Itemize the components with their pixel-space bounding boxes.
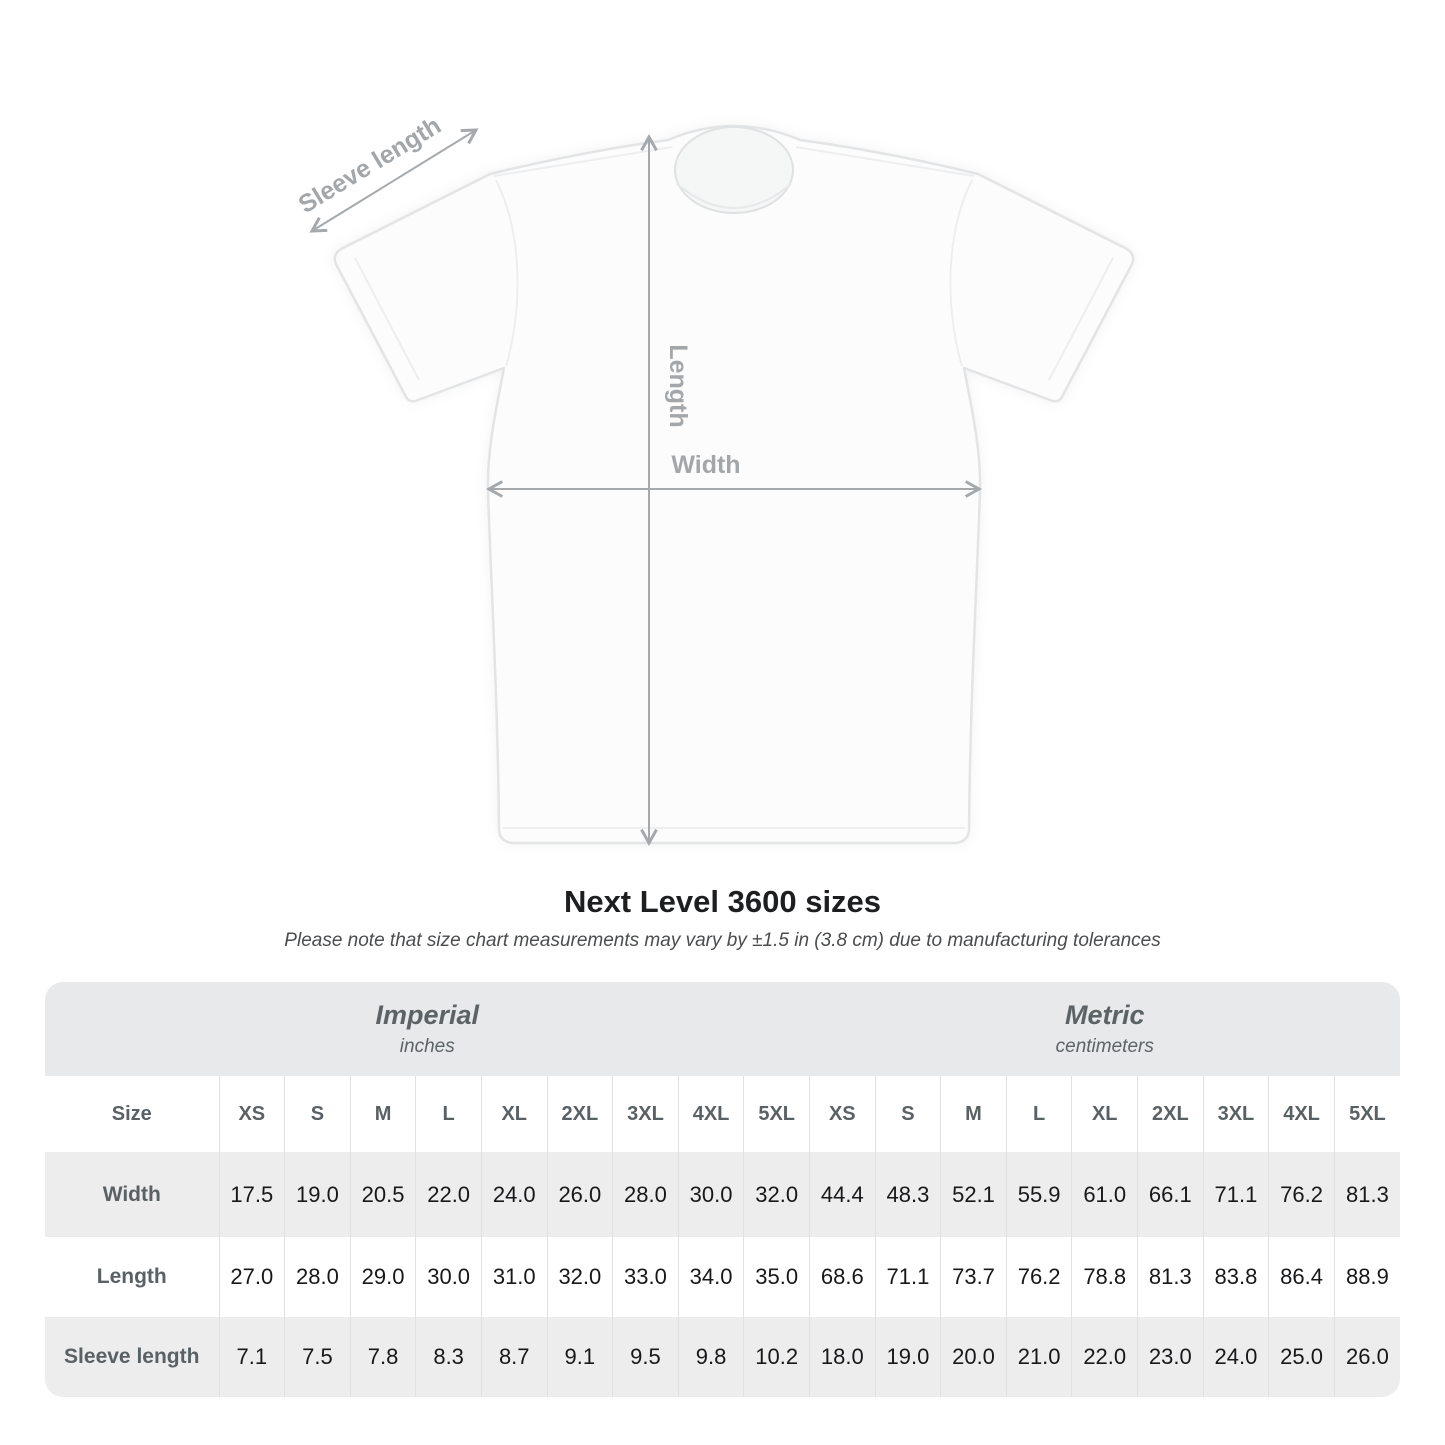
- table-cell: 21.0: [1006, 1317, 1072, 1397]
- page-title: Next Level 3600 sizes: [563, 884, 882, 919]
- table-cell: 28.0: [613, 1152, 679, 1237]
- tshirt-body: [335, 126, 1133, 843]
- tshirt-collar-opening: [675, 127, 793, 213]
- size-header-metric-m: M: [941, 1076, 1007, 1152]
- size-header-imperial-5xl: 5XL: [744, 1076, 810, 1152]
- table-cell: 55.9: [1006, 1152, 1072, 1237]
- size-header-imperial-xl: XL: [481, 1076, 547, 1152]
- size-header-imperial-m: M: [350, 1076, 416, 1152]
- table-cell: 9.8: [678, 1317, 744, 1397]
- size-header-metric-xl: XL: [1072, 1076, 1138, 1152]
- table-cell: 25.0: [1269, 1317, 1335, 1397]
- table-cell: 7.8: [350, 1317, 416, 1397]
- size-header-metric-3xl: 3XL: [1203, 1076, 1269, 1152]
- row-label-length: Length: [96, 1265, 167, 1288]
- table-cell: 30.0: [678, 1152, 744, 1237]
- table-cell: 22.0: [1072, 1317, 1138, 1397]
- table-row-width: [45, 1152, 1400, 1237]
- size-table: [45, 982, 1400, 1397]
- table-cell: 35.0: [744, 1237, 810, 1317]
- table-cell: 88.9: [1334, 1237, 1400, 1317]
- table-cell: 71.1: [1203, 1152, 1269, 1237]
- size-header-metric-4xl: 4XL: [1269, 1076, 1335, 1152]
- sleeve-length-label: Sleeve length: [293, 111, 446, 219]
- metric-unit: centimeters: [1055, 1036, 1154, 1057]
- table-cell: 9.5: [613, 1317, 679, 1397]
- size-header-imperial-s: S: [285, 1076, 351, 1152]
- table-cell: 76.2: [1269, 1152, 1335, 1237]
- table-cell: 26.0: [547, 1152, 613, 1237]
- table-cell: 17.5: [219, 1152, 285, 1237]
- table-cell: 34.0: [678, 1237, 744, 1317]
- table-cell: 19.0: [875, 1317, 941, 1397]
- size-header-imperial-xs: XS: [219, 1076, 285, 1152]
- table-cell: 83.8: [1203, 1237, 1269, 1317]
- row-label-width: Width: [45, 1152, 219, 1237]
- table-cell: 52.1: [941, 1152, 1007, 1237]
- size-header-row: [45, 1076, 1400, 1152]
- table-cell: 66.1: [1138, 1152, 1204, 1237]
- table-cell: 24.0: [481, 1152, 547, 1237]
- row-label-sleeve-length: Sleeve length: [45, 1317, 219, 1397]
- table-cell: 29.0: [350, 1237, 416, 1317]
- size-header-imperial-2xl: 2XL: [547, 1076, 613, 1152]
- table-cell: 8.3: [416, 1317, 482, 1397]
- table-cell: 30.0: [416, 1237, 482, 1317]
- table-cell: 73.7: [941, 1237, 1007, 1317]
- table-cell: 23.0: [1138, 1317, 1204, 1397]
- table-cell: 78.8: [1072, 1237, 1138, 1317]
- size-header-imperial-3xl: 3XL: [613, 1076, 679, 1152]
- size-column-header: Size: [45, 1076, 219, 1152]
- width-label: Width: [671, 451, 741, 479]
- table-cell: 71.1: [875, 1237, 941, 1317]
- table-cell: 68.6: [809, 1237, 875, 1317]
- imperial-section-header: [45, 982, 809, 1076]
- table-row-length: [45, 1237, 1400, 1317]
- size-header-metric-s: S: [875, 1076, 941, 1152]
- table-cell: 32.0: [547, 1237, 613, 1317]
- size-header-metric-2xl: 2XL: [1138, 1076, 1204, 1152]
- tshirt-graphic: [335, 126, 1133, 843]
- imperial-unit: inches: [399, 1036, 455, 1057]
- table-cell: 7.1: [219, 1317, 285, 1397]
- table-cell: 76.2: [1006, 1237, 1072, 1317]
- metric-title: Metric: [1064, 1000, 1145, 1030]
- table-cell: 28.0: [285, 1237, 351, 1317]
- table-cell: 10.2: [744, 1317, 810, 1397]
- tolerance-note: Please note that size chart measurements may vary by ±1.5 in (3.8 cm) due to manufacturing tolerances: [284, 930, 1161, 951]
- table-cell: 86.4: [1269, 1237, 1335, 1317]
- table-cell: 32.0: [744, 1152, 810, 1237]
- table-cell: 7.5: [285, 1317, 351, 1397]
- imperial-title: Imperial: [375, 1000, 480, 1030]
- table-cell: 8.7: [481, 1317, 547, 1397]
- table-cell: 44.4: [809, 1152, 875, 1237]
- table-cell: 81.3: [1334, 1152, 1400, 1237]
- table-cell: 24.0: [1203, 1317, 1269, 1397]
- table-cell: 33.0: [613, 1237, 679, 1317]
- metric-section-header: [809, 982, 1400, 1076]
- size-header-metric-5xl: 5XL: [1334, 1076, 1400, 1152]
- size-header-metric-l: L: [1006, 1076, 1072, 1152]
- size-header-imperial-l: L: [416, 1076, 482, 1152]
- unit-header-row: [45, 982, 1400, 1076]
- table-cell: 81.3: [1138, 1237, 1204, 1317]
- table-cell: 18.0: [809, 1317, 875, 1397]
- table-cell: 9.1: [547, 1317, 613, 1397]
- table-cell: 19.0: [285, 1152, 351, 1237]
- table-cell: 27.0: [219, 1237, 285, 1317]
- table-cell: 22.0: [416, 1152, 482, 1237]
- table-cell: 20.0: [941, 1317, 1007, 1397]
- table-row-sleeve-length: [45, 1317, 1400, 1397]
- table-cell: 31.0: [481, 1237, 547, 1317]
- size-header-imperial-4xl: 4XL: [678, 1076, 744, 1152]
- size-header-metric-xs: XS: [809, 1076, 875, 1152]
- size-chart: [45, 982, 1400, 1397]
- table-cell: 61.0: [1072, 1152, 1138, 1237]
- length-label: Length: [664, 344, 692, 428]
- table-cell: 48.3: [875, 1152, 941, 1237]
- table-cell: 20.5: [350, 1152, 416, 1237]
- table-cell: 26.0: [1334, 1317, 1400, 1397]
